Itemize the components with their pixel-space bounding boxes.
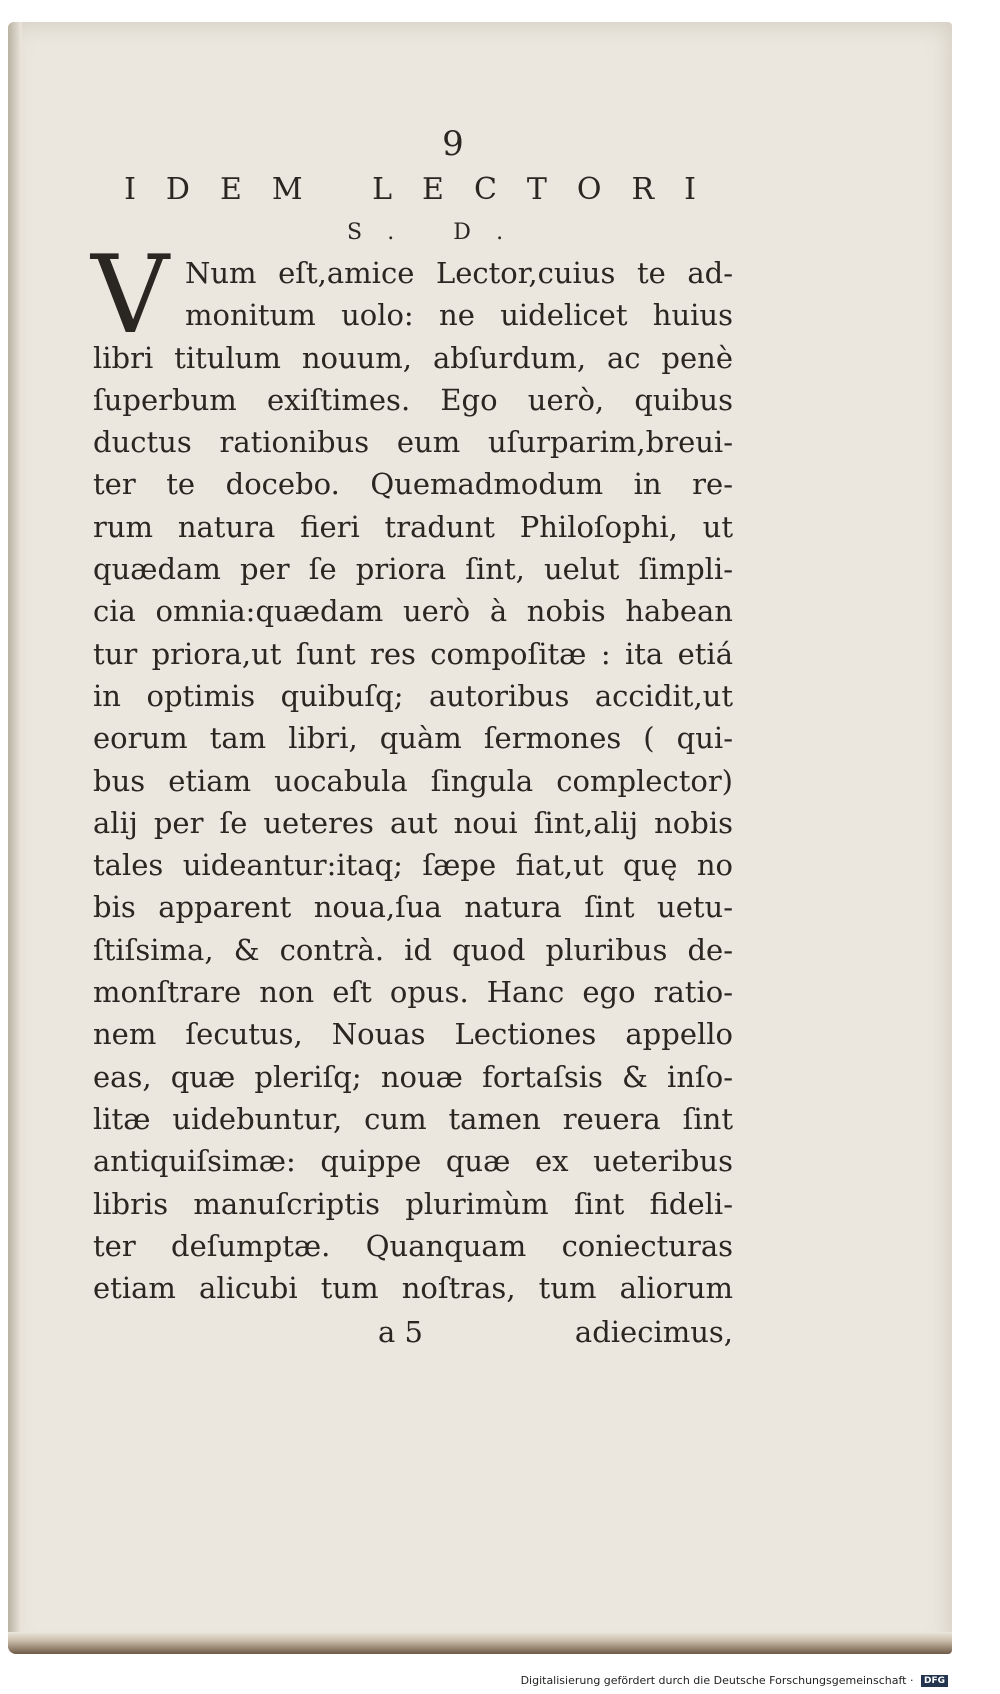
text-line: rum natura fieri tradunt Philoſophi, ut [93,509,733,544]
text-line: eorum tam libri, quàm ſermones ( qui- [93,721,733,756]
text-line: bus etiam uocabula ſingula complector) [93,763,733,798]
text-line: bis apparent noua,ſua natura ſint uetu- [93,890,733,925]
page-subheading: S. D. [346,220,530,245]
text-block [93,122,733,1355]
body-text [91,233,733,1309]
text-line: ſtiſsima, & contrà. id quod pluribus de- [93,932,733,967]
catchline [93,1309,733,1355]
text-line: antiquiſsimæ: quippe quæ ex ueteribus [93,1144,733,1179]
page-heading: IDEM LECTORI [124,172,726,207]
text-line: ductus rationibus eum uſurparim,breui- [93,425,733,460]
signature-mark: a 5 [378,1315,423,1350]
digitization-credit [521,1674,948,1687]
page-edge-bottom [8,1632,952,1654]
page-edge-left [8,22,22,1654]
text-line: monitum uolo: ne uidelicet huius [185,298,733,333]
text-line: libri titulum nouum, abſurdum, ac penè [93,340,733,375]
text-line: Num eſt,amice Lector,cuius te ad- [185,256,733,290]
text-line: alij per ſe ueteres aut noui ſint,alij nobis [93,805,733,840]
text-line: ter te docebo. Quemadmodum in re- [93,467,733,502]
page-number: 9 [442,124,464,164]
text-line: ſuperbum exiſtimes. Ego uerò, quibus [93,382,733,417]
catchword: adiecimus, [574,1315,733,1350]
credit-text: Digitalisierung gefördert durch die Deutsche Forschungsgemeinschaft · [520,1674,914,1687]
drop-cap: V [91,233,169,358]
text-line: etiam alicubi tum noſtras, tum aliorum [93,1271,733,1306]
text-line: libris manuſcriptis plurimùm ſint fideli- [93,1186,733,1221]
text-line: tur priora,ut ſunt res compoſitæ : ita etiá [93,636,733,671]
text-line: litæ uidebuntur, cum tamen reuera ſint [93,1101,733,1136]
dfg-logo: DFG [921,1675,948,1687]
text-line: in optimis quibuſq; autoribus accidit,ut [93,678,733,713]
text-line: ter deſumptæ. Quanquam coniecturas [93,1228,733,1263]
text-line: nem ſecutus, Nouas Lectiones appello [93,1017,733,1052]
text-line: quædam per ſe priora ſint, uelut ſimpli- [93,552,733,587]
text-line: tales uideantur:itaq; ſæpe fiat,ut quę no [93,848,733,883]
text-line: monſtrare non eſt opus. Hanc ego ratio- [93,975,733,1010]
book-page [8,22,952,1654]
text-line: cia omnia:quædam uerò à nobis habean [93,594,733,629]
text-line: eas, quæ pleriſq; nouæ fortaſsis & inſo- [93,1059,733,1094]
